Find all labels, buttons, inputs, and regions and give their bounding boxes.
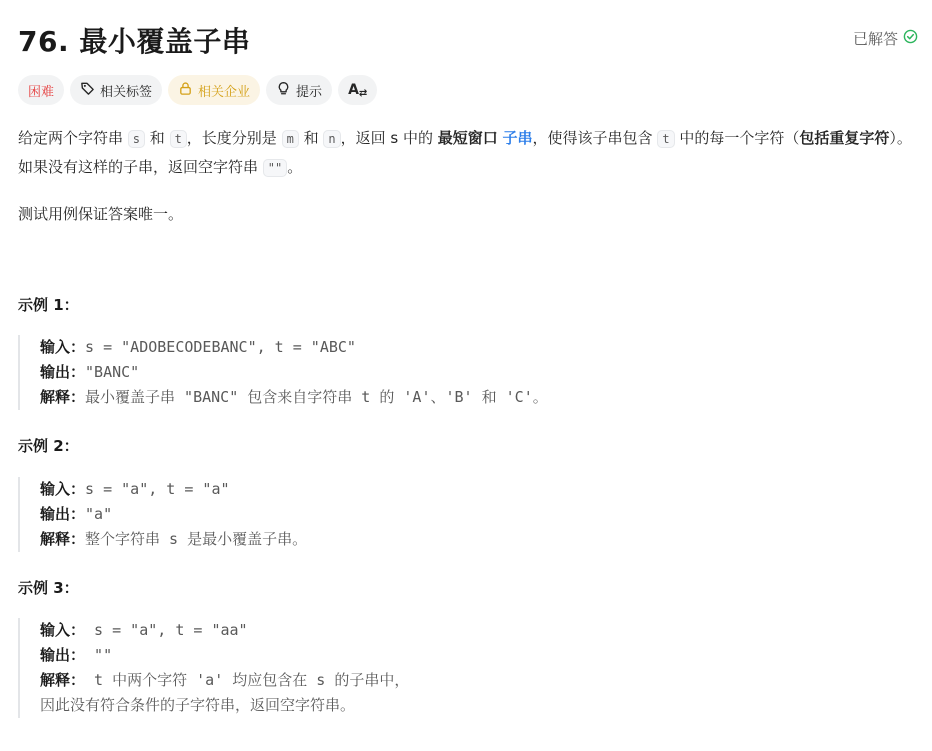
output-label: 输出：	[40, 505, 86, 523]
explain-label: 解释：	[40, 530, 86, 548]
example-block	[18, 477, 920, 552]
desc-text: ，长度分别是	[186, 129, 282, 147]
related-tags-button[interactable]	[70, 75, 162, 105]
example-output-row	[40, 502, 920, 527]
inline-code-m: m	[282, 130, 299, 148]
example-output-row	[40, 643, 920, 668]
lightbulb-icon	[276, 81, 291, 100]
problem-description	[18, 124, 918, 228]
example-explain-row	[40, 527, 920, 552]
input-label: 输入：	[40, 621, 86, 639]
example-block	[18, 335, 920, 410]
explain-value: 整个字符串 s 是最小覆盖子串。	[85, 530, 308, 548]
bold-text: 最短窗口	[437, 129, 498, 147]
example-explain-row-2	[40, 693, 920, 718]
difficulty-label: 困难	[28, 84, 55, 100]
example-title: 示例 1：	[18, 296, 79, 314]
example-title: 示例 3：	[18, 579, 79, 597]
explain-value: t 中两个字符 'a' 均应包含在 s 的子串中，	[85, 671, 410, 689]
inline-code-empty: ""	[263, 159, 287, 177]
output-value: "a"	[85, 505, 113, 523]
problem-title: 76. 最小覆盖子串	[18, 25, 251, 58]
output-value: "BANC"	[85, 363, 140, 381]
tag-icon	[80, 81, 95, 100]
related-tags-label: 相关标签	[100, 84, 153, 100]
difficulty-badge[interactable]	[18, 75, 64, 105]
solved-status-label: 已解答	[852, 30, 898, 48]
solved-status	[853, 28, 918, 49]
desc-text: 和	[145, 129, 170, 147]
output-value: ""	[85, 646, 113, 664]
desc-text: ，使得该子串包含	[532, 129, 658, 147]
explain-value: 最小覆盖子串 "BANC" 包含来自字符串 t 的 'A'、'B' 和 'C'。	[85, 388, 548, 406]
related-companies-label: 相关企业	[198, 84, 251, 100]
example-explain-row	[40, 385, 920, 410]
example-input-row	[40, 477, 920, 502]
inline-code-t: t	[657, 130, 674, 148]
input-label: 输入：	[40, 480, 86, 498]
explain-value: 因此没有符合条件的子字符串，返回空字符串。	[40, 696, 356, 714]
translate-button[interactable]	[338, 75, 377, 105]
input-value: s = "a", t = "a"	[85, 480, 230, 498]
input-value: s = "ADOBECODEBANC", t = "ABC"	[85, 338, 356, 356]
inline-code-n: n	[323, 130, 340, 148]
lock-icon	[178, 81, 193, 100]
bold-text: 包括重复字符	[799, 129, 890, 147]
desc-text: ，返回 s 中的	[340, 129, 438, 147]
input-value: s = "a", t = "aa"	[85, 621, 248, 639]
output-label: 输出：	[40, 646, 86, 664]
example-input-row	[40, 618, 920, 643]
inline-code-s: s	[128, 130, 145, 148]
example-input-row	[40, 335, 920, 360]
desc-text: ）。如果没有这样的子串，返回空字符串	[18, 129, 912, 176]
inline-code-t: t	[170, 130, 187, 148]
example-title: 示例 2：	[18, 437, 79, 455]
hint-label: 提示	[296, 84, 323, 100]
desc-text: 。	[287, 158, 303, 176]
tag-bar	[18, 75, 377, 105]
translate-icon: A⇄	[348, 81, 368, 99]
description-paragraph	[18, 124, 918, 182]
desc-text: 和	[298, 129, 324, 147]
output-label: 输出：	[40, 363, 86, 381]
translate-letter: A	[348, 81, 359, 98]
explain-label: 解释：	[40, 671, 86, 689]
desc-text: 给定两个字符串	[18, 129, 128, 147]
example-output-row	[40, 360, 920, 385]
input-label: 输入：	[40, 338, 86, 356]
hint-button[interactable]	[266, 75, 332, 105]
substring-link[interactable]: 子串	[502, 129, 533, 147]
related-companies-button[interactable]	[168, 75, 260, 105]
example-block	[18, 618, 920, 718]
example-explain-row	[40, 668, 920, 693]
check-circle-icon	[903, 29, 918, 48]
explain-label: 解释：	[40, 388, 86, 406]
description-note: 测试用例保证答案唯一。	[18, 205, 184, 223]
desc-text: 中的每一个字符（	[674, 129, 800, 147]
